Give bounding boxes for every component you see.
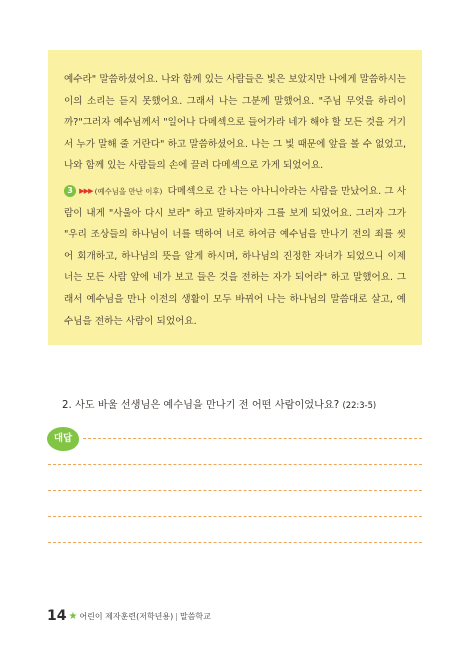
section-title: 말씀학교 xyxy=(179,612,211,621)
step-number-badge: 3 xyxy=(64,185,76,197)
answer-line-4[interactable] xyxy=(48,516,422,517)
page-footer xyxy=(47,608,211,624)
question-2 xyxy=(62,398,422,413)
answer-line-2[interactable] xyxy=(48,464,422,465)
reading-note: (예수님을 만난 이후) xyxy=(94,187,163,196)
star-icon: ★ xyxy=(68,611,78,622)
bible-reference: (22:3-5) xyxy=(342,400,377,410)
book-title: 어린이 제자훈련(저학년용) xyxy=(79,612,174,621)
page-number: 14 xyxy=(47,608,67,624)
reading-paragraph-1: 예수라" 말씀하셨어요. 나와 함께 있는 사람들은 빛은 보았지만 나에게 말씀하시는 이의 소리는 듣지 못했어요. 그래서 나는 그분께 말했어요. "주님 무엇을 하리이까?"그러자 예수님께서 "일어나 다메섹으로 들어가라 네가 해야 할 모든 것을 거기서 누가 말해 줄 거란다" 하고 말씀하셨어요. 나는 그 빛 때문에 앞을 볼 수 없었고, 나와 함께 있는 사람들의 손에 끌려 다메섹으로 가게 되었어요. xyxy=(64,74,406,172)
reading-passage-box xyxy=(48,50,422,345)
answer-line-5[interactable] xyxy=(48,542,422,543)
reading-paragraph-2 xyxy=(64,181,406,332)
answer-line-3[interactable] xyxy=(48,490,422,491)
answer-line-1[interactable] xyxy=(83,438,422,439)
question-text: 2. 사도 바울 선생님은 예수님을 만나기 전 어떤 사람이었나요? xyxy=(62,400,340,411)
answer-badge: 대답 xyxy=(47,427,79,451)
triple-arrow-icon: ▶▶▶ xyxy=(79,187,93,195)
reading-paragraph-2-text: 다메섹으로 간 나는 아나니아라는 사람을 만났어요. 그 사람이 내게 "사울아 다시 보라" 하고 말하자마자 그를 보게 되었어요. 그러자 그가 "우리 조상들의 하나님이 너를 택하여 너로 하여금 예수님을 만나기 전의 죄를 씻어 회개하고, 하나님의 뜻을 알게 하시며, 하나님의 진정한 자녀가 되었으니 이제 너는 모든 사람 앞에 네가 보고 들은 것을 전하는 자가 되어라" 하고 말했어요. 그래서 예수님을 만나 이전의 생활이 모두 바뀌어 나는 하나님의 말씀대로 살고, 예수님을 전하는 사람이 되었어요. xyxy=(64,186,406,327)
footer-separator: | xyxy=(175,612,178,621)
